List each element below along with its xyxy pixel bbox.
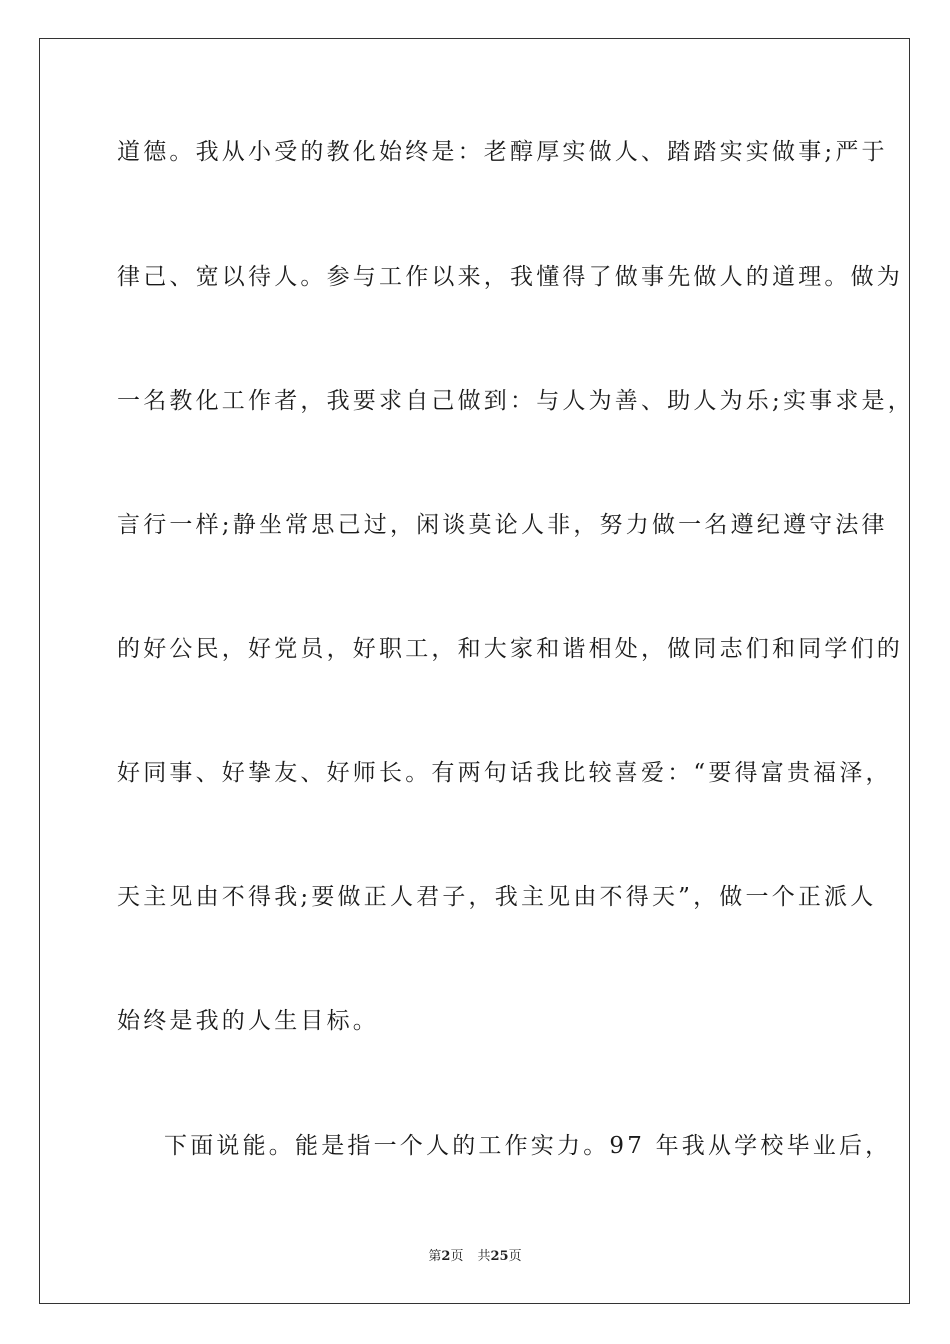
text-line-9-paragraph-start: 下面说能。能是指一个人的工作实力。97 年我从学校毕业后，: [164, 1133, 892, 1159]
page-frame: [39, 38, 914, 1304]
text-line-4: 言行一样;静坐常思己过，闲谈莫论人非，努力做一名遵纪遵守法律: [117, 512, 888, 538]
page-footer: [0, 1248, 950, 1266]
footer-page-suffix: 页: [450, 1249, 464, 1264]
footer-total-suffix: 页: [508, 1249, 522, 1264]
text-line-3: 一名教化工作者，我要求自己做到：与人为善、助人为乐;实事求是，: [117, 388, 914, 414]
footer-total-pages: 25: [490, 1249, 509, 1264]
text-line-2: 律己、宽以待人。参与工作以来，我懂得了做事先做人的道理。做为: [117, 264, 903, 290]
footer-page-prefix: 第: [428, 1249, 442, 1264]
text-line-8: 始终是我的人生目标。: [117, 1008, 379, 1034]
text-line-7: 天主见由不得我;要做正人君子，我主见由不得天”，做一个正派人: [117, 884, 877, 910]
footer-total-prefix: 共: [477, 1249, 491, 1264]
text-line-6: 好同事、好挚友、好师长。有两句话我比较喜爱：“要得富贵福泽，: [117, 760, 892, 786]
footer-page-number: 2: [441, 1249, 451, 1264]
text-line-5: 的好公民，好党员，好职工，和大家和谐相处，做同志们和同学们的: [117, 636, 903, 662]
text-line-1: 道德。我从小受的教化始终是：老醇厚实做人、踏踏实实做事;严于: [117, 139, 888, 165]
